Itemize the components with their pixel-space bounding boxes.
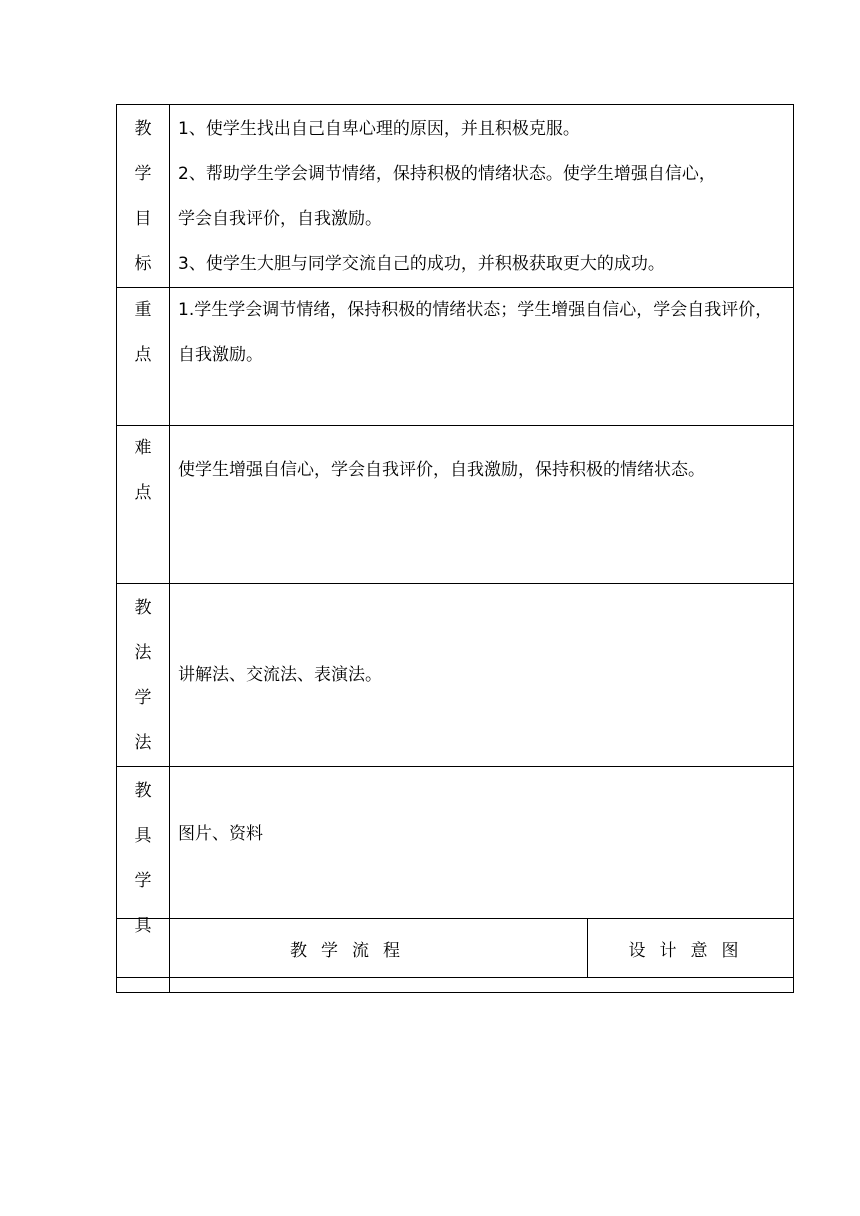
teaching-goals-label: [117, 105, 170, 288]
difficulties-row: [117, 426, 794, 584]
flow-header-table: [116, 918, 794, 978]
flow-header-row: [117, 919, 794, 978]
label-char: 目: [134, 209, 152, 229]
label-char: 教: [134, 781, 152, 801]
key-points-content: [170, 288, 794, 426]
label-char: 具: [134, 916, 152, 936]
difficulties-text: 使学生增强自信心，学会自我评价，自我激励，保持积极的情绪状态。: [178, 460, 705, 480]
difficulties-content: [170, 426, 794, 584]
label-char: 学: [134, 688, 152, 708]
teaching-goals-content: [170, 105, 794, 288]
label-char: 重: [134, 300, 152, 320]
teaching-flow-header: 教学流程: [117, 919, 588, 978]
tools-text: 图片、资料: [178, 824, 263, 844]
label-char: 学: [134, 871, 152, 891]
goal-line-2: 2、帮助学生学会调节情绪，保持积极的情绪状态。使学生增强自信心，: [178, 164, 716, 184]
methods-row: [117, 584, 794, 767]
key-points-row: [117, 288, 794, 426]
key-points-text: 1.学生学会调节情绪，保持积极的情绪状态；学生增强自信心，学会自我评价，自我激励。: [178, 300, 773, 365]
label-char: 教: [134, 119, 152, 139]
lesson-plan-table: [116, 104, 794, 993]
label-char: 标: [134, 254, 152, 274]
label-char: 法: [134, 733, 152, 753]
label-char: 点: [134, 345, 152, 365]
goal-line-1: 1、使学生找出自己自卑心理的原因，并且积极克服。: [178, 119, 580, 139]
label-char: 难: [134, 438, 152, 458]
label-char: 法: [134, 643, 152, 663]
key-points-label: [117, 288, 170, 426]
methods-label: [117, 584, 170, 767]
goal-line-3: 学会自我评价，自我激励。: [178, 209, 382, 229]
teaching-goals-row: [117, 105, 794, 288]
difficulties-label: [117, 426, 170, 584]
label-char: 学: [134, 164, 152, 184]
label-char: 具: [134, 826, 152, 846]
methods-content: [170, 584, 794, 767]
goal-line-4: 3、使学生大胆与同学交流自己的成功，并积极获取更大的成功。: [178, 254, 665, 274]
methods-text: 讲解法、交流法、表演法。: [178, 664, 382, 685]
label-char: 教: [134, 598, 152, 618]
design-intent-header: 设计意图: [588, 919, 794, 978]
label-char: 点: [134, 483, 152, 503]
